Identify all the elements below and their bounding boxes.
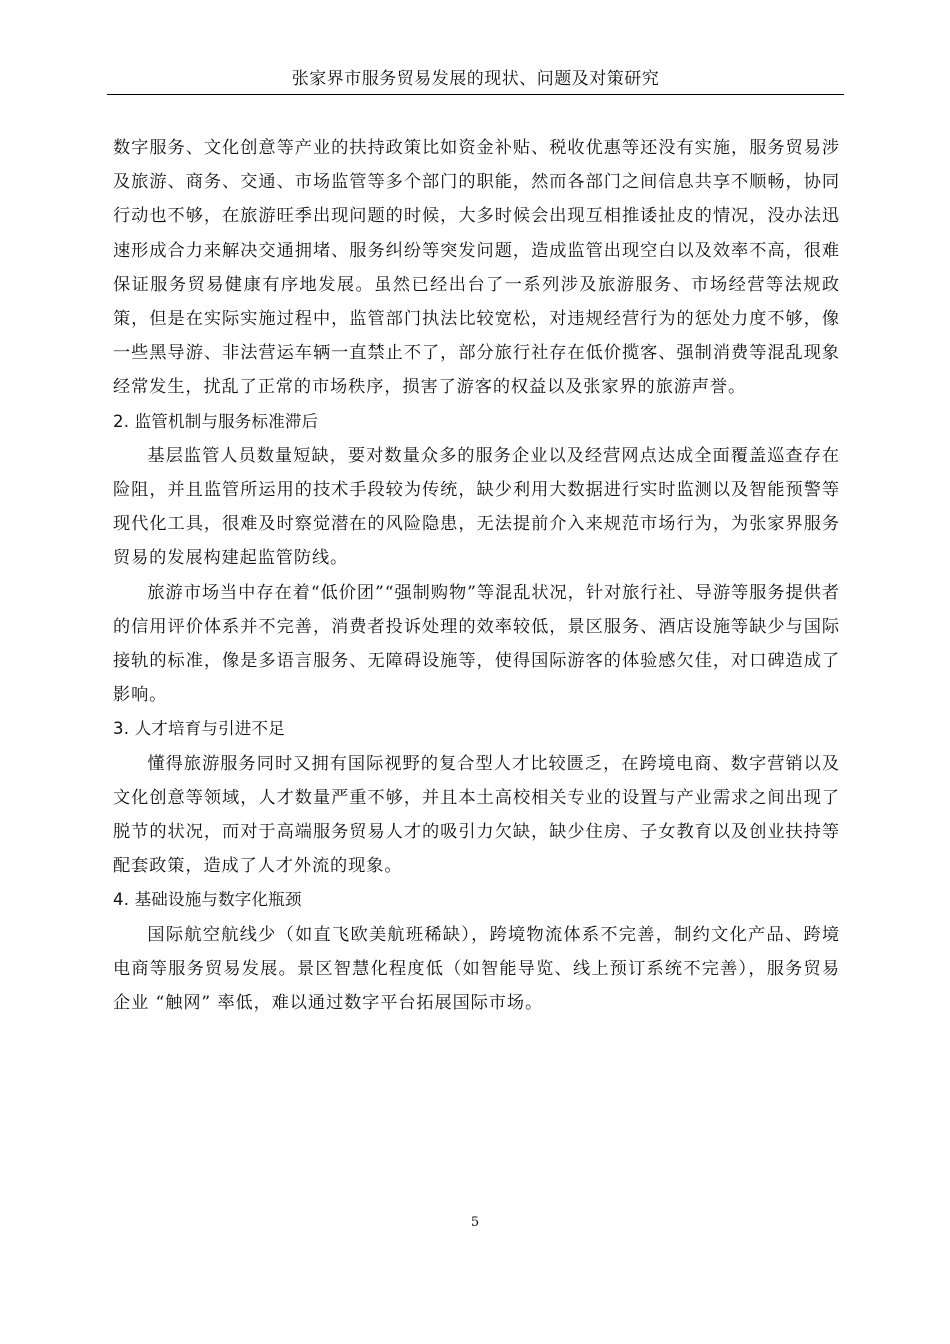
body-paragraph: 旅游市场当中存在着“低价团”“强制购物”等混乱状况，针对旅行社、导游等服务提供者的信用评价体系并不完善，消费者投诉处理的效率较低，景区服务、酒店设施等缺少与国际接轨的标准，像是多语言服务、无障碍设施等，使得国际游客的体验感欠佳，对口碑造成了影响。 [113, 582, 840, 706]
section-heading-4: 4. 基础设施与数字化瓶颈 [113, 890, 302, 910]
section-heading-2: 2. 监管机制与服务标准滞后 [113, 411, 319, 431]
continuation-paragraph: 数字服务、文化创意等产业的扶持政策比如资金补贴、税收优惠等还没有实施，服务贸易涉及旅游、商务、交通、市场监管等多个部门的职能，然而各部门之间信息共享不顺畅，协同行动也不够，在旅游旺季出现问题的时候，大多时候会出现互相推诿扯皮的情况，没办法迅速形成合力来解决交通拥堵、服务纠纷等突发问题，造成监管出现空白以及效率不高，很难保证服务贸易健康有序地发展。虽然已经出台了一系列涉及旅游服务、市场经营等法规政策，但是在实际实施过程中，监管部门执法比较宽松，对违规经营行为的惩处力度不够，像一些黑导游、非法营运车辆一直禁止不了，部分旅行社存在低价揽客、强制消费等混乱现象经常发生，扰乱了正常的市场秩序，损害了游客的权益以及张家界的旅游声誉。 [113, 138, 840, 398]
running-header [107, 66, 844, 95]
header-title: 张家界市服务贸易发展的现状、问题及对策研究 [291, 69, 660, 89]
body-paragraph: 懂得旅游服务同时又拥有国际视野的复合型人才比较匮乏，在跨境电商、数字营销以及文化创意等领域，人才数量严重不够，并且本土高校相关专业的设置与产业需求之间出现了脱节的状况，而对于高端服务贸易人才的吸引力欠缺，缺少住房、子女教育以及创业扶持等配套政策，造成了人才外流的现象。 [113, 753, 840, 877]
body-paragraph: 基层监管人员数量短缺，要对数量众多的服务企业以及经营网点达成全面覆盖巡查存在险阻，并且监管所运用的技术手段较为传统，缺少利用大数据进行实时监测以及智能预警等现代化工具，很难及时察觉潜在的风险隐患，无法提前介入来规范市场行为，为张家界服务贸易的发展构建起监管防线。 [113, 445, 840, 569]
body-paragraph: 国际航空航线少（如直飞欧美航班稀缺），跨境物流体系不完善，制约文化产品、跨境电商等服务贸易发展。景区智慧化程度低（如智能导览、线上预订系统不完善），服务贸易企业 “触网” 率低，难以通过数字平台拓展国际市场。 [113, 924, 840, 1014]
page-number: 5 [470, 1215, 480, 1230]
document-body [113, 131, 840, 1020]
section-heading-3: 3. 人才培育与引进不足 [113, 719, 285, 739]
